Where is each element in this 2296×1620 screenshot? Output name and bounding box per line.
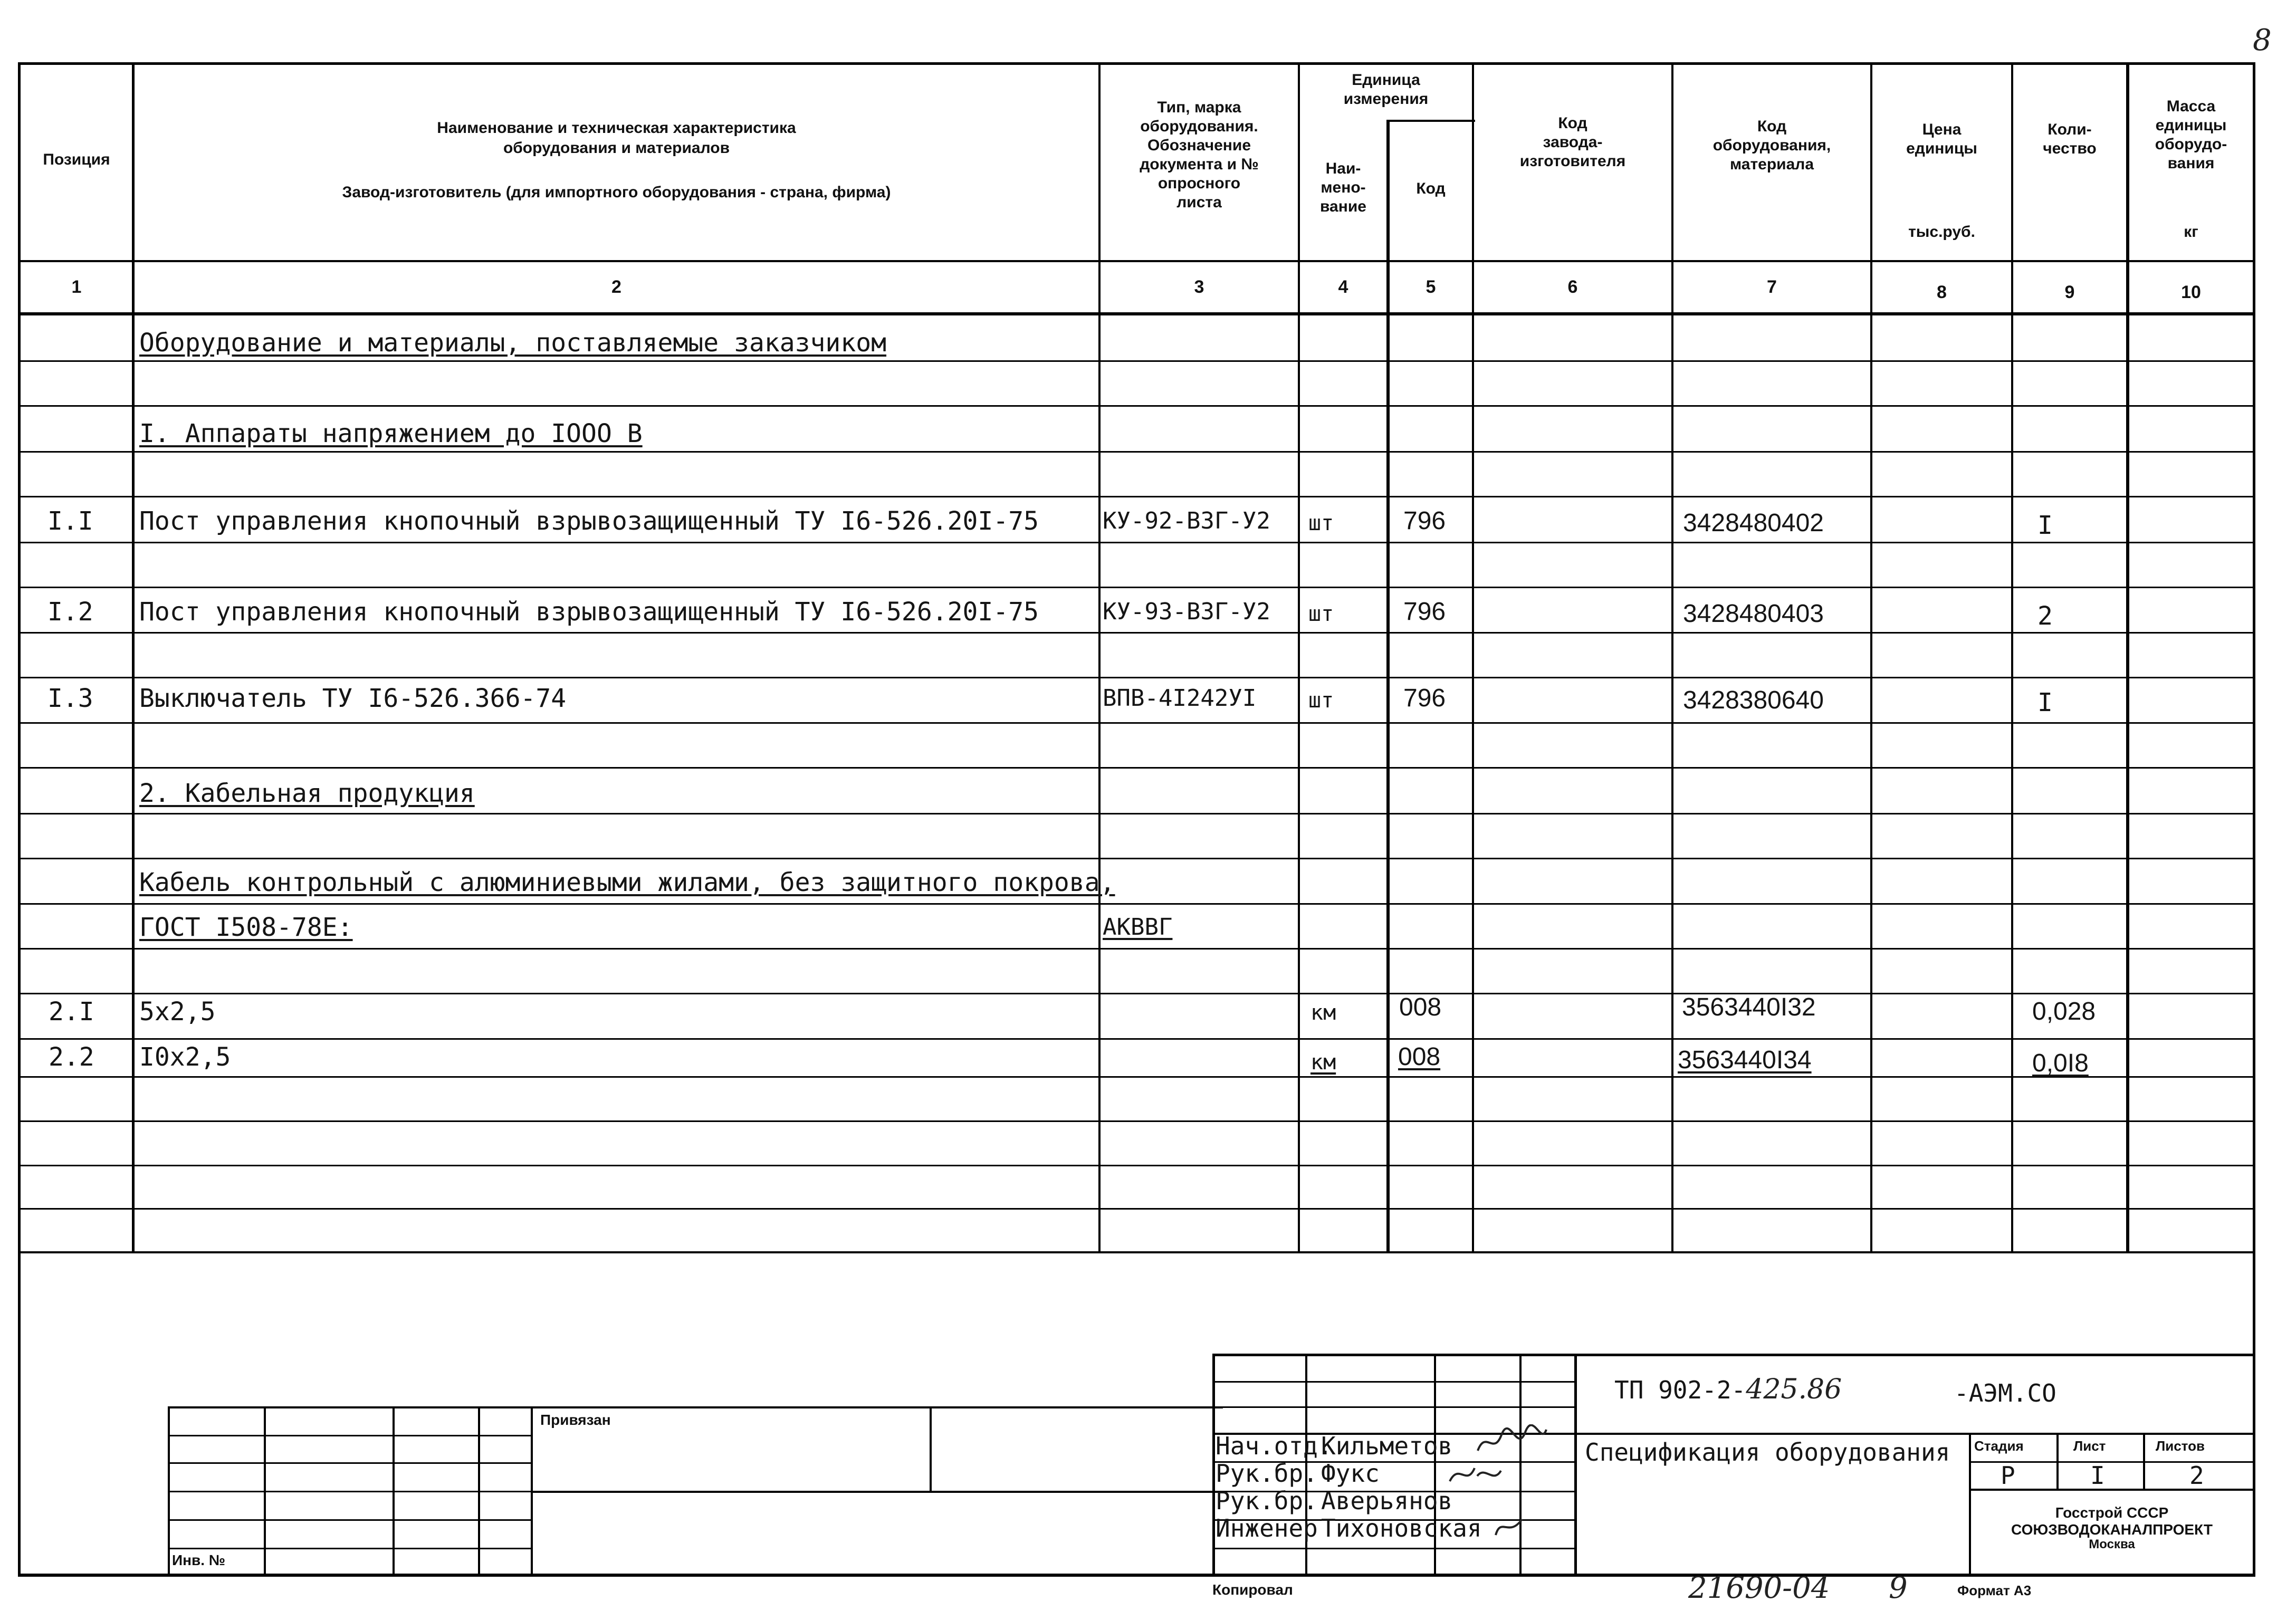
row-name: Пост управления кнопочный взрывозащищенный ТУ I6-526.20I-75 xyxy=(139,597,1039,627)
row-material-code: 3428380640 xyxy=(1683,686,1824,714)
paper-format: Формат А3 xyxy=(1957,1583,2032,1598)
sheets-value: 2 xyxy=(2189,1461,2204,1490)
document-title: Спецификация оборудования xyxy=(1585,1438,1950,1466)
row-unit: шт xyxy=(1308,688,1334,713)
document-suffix: -АЭМ.СО xyxy=(1954,1379,2056,1407)
row-position: I.I xyxy=(47,506,93,536)
cable-type: АКВВГ xyxy=(1103,914,1173,941)
sheet-label: Лист xyxy=(2073,1438,2106,1454)
row-name: I0x2,5 xyxy=(139,1042,231,1072)
signer-role: Рук.бр. xyxy=(1216,1487,1318,1515)
col-number-3: 3 xyxy=(1194,277,1204,297)
header-price: Цена единицы xyxy=(1906,121,1977,157)
page-number: 8 xyxy=(2253,23,2272,57)
signer-role: Рук.бр. xyxy=(1216,1459,1318,1488)
row-position: 2.I xyxy=(49,997,94,1027)
row-position: I.3 xyxy=(47,684,93,713)
signer-name: Фукс xyxy=(1321,1459,1380,1488)
group-title-1: I. Аппараты напряжением до IOOO В xyxy=(139,419,643,448)
header-name-line3: Завод-изготовитель (для импортного оборудования - страна, фирма) xyxy=(342,184,891,201)
signer-role: Инженер xyxy=(1216,1514,1318,1542)
row-code: 796 xyxy=(1403,684,1446,712)
row-position: 2.2 xyxy=(49,1042,94,1072)
row-position: I.2 xyxy=(47,597,93,627)
header-position: Позиция xyxy=(43,151,110,168)
row-type: КУ-93-ВЗГ-У2 xyxy=(1103,598,1270,625)
header-mass: Масса единицы оборудо- вания xyxy=(2155,98,2227,172)
row-code: 008 xyxy=(1398,1043,1441,1071)
col-number-7: 7 xyxy=(1767,277,1777,297)
row-material-code: 3428480403 xyxy=(1683,600,1824,628)
header-factory-code: Код завода- изготовителя xyxy=(1519,114,1626,170)
cable-standard: ГОСТ I508-78Е: xyxy=(139,913,353,942)
row-quantity: I xyxy=(2037,688,2053,717)
row-quantity: I xyxy=(2037,511,2053,540)
row-material-code: 3428480402 xyxy=(1683,509,1824,537)
row-name: Пост управления кнопочный взрывозащищенный ТУ I6-526.20I-75 xyxy=(139,506,1039,536)
signature-2-icon xyxy=(1446,1460,1504,1492)
row-code: 796 xyxy=(1403,507,1446,535)
signer-name: Тихоновская xyxy=(1321,1514,1482,1542)
sheet-value: I xyxy=(2090,1461,2105,1490)
header-material-code: Код оборудования, материала xyxy=(1713,118,1831,173)
col-number-4: 4 xyxy=(1338,277,1348,297)
row-type: КУ-92-ВЗГ-У2 xyxy=(1103,507,1270,534)
col-number-2: 2 xyxy=(611,277,621,297)
header-name-line1: Наименование и техническая характеристика xyxy=(437,119,796,137)
header-type: Тип, марка оборудования. Обозначение документа и № опросного листа xyxy=(1140,99,1259,211)
org-line-1: Госстрой СССР xyxy=(2055,1504,2169,1521)
signer-name: Кильметов xyxy=(1321,1432,1453,1460)
section-title: Оборудование и материалы, поставляемые заказчиком xyxy=(139,328,887,358)
signature-3-icon xyxy=(1493,1514,1525,1540)
inventory-number-label: Инв. № xyxy=(172,1552,226,1568)
row-unit: шт xyxy=(1308,511,1334,535)
row-material-code: 3563440I32 xyxy=(1682,993,1816,1021)
col-number-1: 1 xyxy=(71,277,82,297)
header-unit-code: Код xyxy=(1416,180,1446,197)
archive-digit: 9 xyxy=(1889,1571,1908,1605)
row-quantity: 2 xyxy=(2037,601,2053,631)
row-unit: шт xyxy=(1308,602,1334,626)
document-code: ТП 902-2-425.86 xyxy=(1614,1374,1842,1405)
header-mass-unit: кг xyxy=(2184,223,2198,241)
signature-1-icon xyxy=(1475,1424,1549,1461)
row-name: Выключатель ТУ I6-526.366-74 xyxy=(139,684,567,713)
row-material-code: 3563440I34 xyxy=(1678,1046,1812,1074)
row-type: ВПВ-4I242УI xyxy=(1103,685,1257,712)
row-unit: км xyxy=(1310,1050,1336,1075)
header-price-unit: тыс.руб. xyxy=(1908,223,1975,241)
signer-name: Аверьянов xyxy=(1321,1487,1453,1515)
row-name: 5x2,5 xyxy=(139,997,216,1027)
col-number-5: 5 xyxy=(1426,277,1436,297)
col-number-10: 10 xyxy=(2181,282,2201,302)
row-code: 008 xyxy=(1399,993,1442,1021)
privyazan-label: Привязан xyxy=(540,1412,611,1428)
row-quantity: 0,028 xyxy=(2032,998,2096,1025)
org-line-2: СОЮЗВОДОКАНАЛПРОЕКТ xyxy=(2011,1521,2213,1538)
archive-number: 21690-04 xyxy=(1688,1571,1830,1605)
header-quantity: Коли- чество xyxy=(2043,121,2097,157)
row-code: 796 xyxy=(1403,598,1446,626)
stage-label: Стадия xyxy=(1974,1438,2024,1454)
org-line-3: Москва xyxy=(2089,1537,2135,1551)
stage-value: Р xyxy=(2001,1461,2015,1490)
header-unit-name: Наи- мено- вание xyxy=(1320,160,1366,215)
row-unit: км xyxy=(1310,1001,1336,1025)
col-number-9: 9 xyxy=(2064,282,2075,302)
col-number-8: 8 xyxy=(1937,282,1947,302)
header-name-line2: оборудования и материалов xyxy=(503,139,730,157)
cable-description: Кабель контрольный с алюминиевыми жилами, без защитного покрова, xyxy=(139,868,1115,897)
group-title-2: 2. Кабельная продукция xyxy=(139,779,475,808)
header-unit: Единица измерения xyxy=(1343,71,1429,108)
signer-role: Нач.отд. xyxy=(1216,1432,1333,1460)
col-number-6: 6 xyxy=(1567,277,1578,297)
sheets-label: Листов xyxy=(2156,1438,2205,1454)
row-quantity: 0,0I8 xyxy=(2032,1049,2089,1077)
copied-by-label: Копировал xyxy=(1212,1581,1293,1598)
